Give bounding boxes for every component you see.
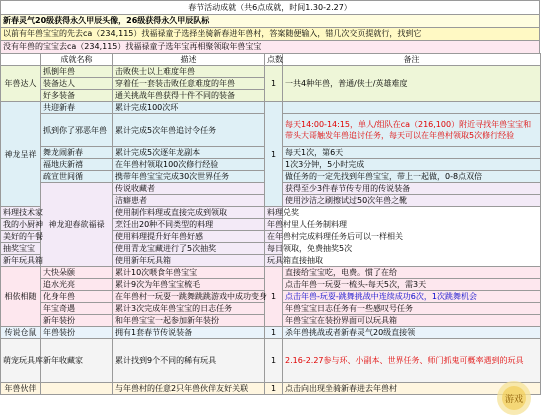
- name-cell: 抓倒年兽: [41, 66, 113, 78]
- category-cell: 神龙迎春欲福禄: [41, 183, 113, 267]
- desc-cell: 烹饪出20种不同类型的料理: [113, 219, 265, 231]
- name-cell: 舞龙闹新春: [41, 147, 113, 159]
- page-title: 春节活动成就（共6点成就，时间1.30-2.27）: [0, 0, 540, 14]
- name-cell: 福地庆新禧: [41, 159, 113, 171]
- name-cell: 年宝奇遇: [41, 303, 113, 315]
- desc-cell: 和年兽宝宝一起参加新年装扮: [113, 315, 265, 327]
- category-cell: 相依相随: [1, 267, 41, 327]
- category-cell: 神龙呈祥: [1, 102, 41, 207]
- name-cell: 传说收藏者: [113, 183, 265, 195]
- desc-cell: 击败侠士以上难度年兽: [113, 66, 265, 78]
- watermark-text: 游戏: [504, 395, 524, 405]
- points-cell: 1: [265, 66, 283, 102]
- desc-cell: 获得至少3件春节传专用的传说装备: [283, 183, 541, 195]
- note-cell: 年兽宝宝在装扮界面可以玩具箱: [283, 315, 541, 327]
- desc-cell: 累计9次为年兽宝宝梳毛: [113, 279, 265, 291]
- note-cell: 直接给宝宝吃，电费。惯了在给: [283, 267, 541, 279]
- table-row: [1, 339, 541, 383]
- note-cell: [283, 102, 541, 114]
- name-cell: 装备达人: [41, 78, 113, 90]
- points-cell: 1: [265, 383, 283, 395]
- desc-cell: 使用新年玩具箱: [113, 255, 265, 267]
- header-note: 备注: [283, 54, 541, 66]
- category-cell: 萌宠玩具库: [1, 339, 41, 383]
- name-cell: 抽奖宝宝: [1, 243, 41, 255]
- notice-line-1: 新春灵气20级获得永久甲辰头像，26级获得永久甲辰队标: [0, 14, 540, 27]
- name-cell: 抓到你了邪恶年兽: [41, 114, 113, 147]
- header-desc: 描述: [113, 54, 265, 66]
- note-cell: 每天14:00-14:15，单人/组队在ca（216,100）附近寻找年兽宝宝和带头大哥触发年兽追讨任务，每天可以在年兽村领取5次修行经验: [283, 114, 541, 147]
- desc-cell: 与年兽村的任意2只年兽伙伴友好关联: [113, 383, 265, 395]
- note-cell: 料理兑奖: [265, 207, 283, 219]
- header-name: 成就名称: [41, 54, 113, 66]
- name-cell: 年兽装扮: [41, 327, 113, 339]
- desc-cell: 携带年兽宝宝完成30次世界任务: [113, 171, 265, 183]
- desc-cell: 在年兽村领取100次修行经验: [113, 159, 265, 171]
- note-cell: 做任务的一定先找到年兽宝宝，带上一起做，0-8点双倍: [283, 171, 541, 183]
- table-row: [1, 383, 541, 395]
- name-cell: 新年玩具箱: [1, 255, 41, 267]
- name-cell: 化身年兽: [41, 291, 113, 303]
- name-cell: 追水光亮: [41, 279, 113, 291]
- name-cell: 新年收藏家: [41, 339, 113, 383]
- name-cell: 大快朵颐: [41, 267, 113, 279]
- name-cell: 美好的午餐: [1, 231, 41, 243]
- note-cell: 点击年兽-玩耍-跳舞挑战中连续成功6次，1次跳舞机会: [283, 291, 541, 303]
- points-cell: 1: [265, 102, 283, 207]
- note-cell: 在年兽村完成料理任务后可以一样相关: [265, 231, 283, 243]
- note-cell: 点击年兽一玩耍一梳头-每天5次，需3天: [283, 279, 541, 291]
- note-cell: 年兽宝宝日志任务有一些感叹号任务: [283, 303, 541, 315]
- achievement-table: [0, 53, 541, 395]
- name-cell: 我的小厨神: [1, 219, 41, 231]
- header-points: 点数: [265, 54, 283, 66]
- category-cell: 年兽伙伴: [1, 383, 41, 395]
- name-cell: [41, 383, 113, 395]
- table-row: [1, 102, 541, 114]
- desc-cell: 使用制作料理或直接完成到领取: [113, 207, 265, 219]
- desc-cell: 使用料理提升好年兽好感: [113, 231, 265, 243]
- notice-line-2: 以前有年兽宝宝的先去ca（234,115）找福禄童子选择坐骑新春进年兽村，答案随便输入，错几次交页提就行，找到它: [0, 27, 540, 40]
- points-cell: 1: [265, 267, 283, 327]
- table-row: [1, 327, 541, 339]
- site-watermark-logo: [492, 378, 536, 418]
- name-cell: 洁癖患者: [113, 195, 265, 207]
- table-row: [1, 66, 541, 78]
- name-cell: 共迎新春: [41, 102, 113, 114]
- desc-cell: 在年兽村一玩耍一跳舞跳跳游戏中成功变身: [113, 291, 265, 303]
- name-cell: 新年装扮: [41, 315, 113, 327]
- note-cell: 点击向出现坐骑新春进去年兽村: [283, 383, 541, 395]
- note-cell: 2.16-2.27参与环、小副本、世界任务、师门抓鬼可概率遇到的玩具: [283, 339, 541, 383]
- header-category: [1, 54, 41, 66]
- desc-cell: 累计完成100次环: [113, 102, 265, 114]
- category-cell: 传说仓鼠: [1, 327, 41, 339]
- points-cell: 1: [265, 339, 283, 383]
- desc-cell: 拥有1套春节传说装备: [113, 327, 265, 339]
- note-cell: 每天1次，第6天: [283, 147, 541, 159]
- desc-cell: 使用沙洁之刷擦试过50次年兽之靴: [283, 195, 541, 207]
- desc-cell: 累计找到9个不同的稀有玩具: [113, 339, 265, 383]
- desc-cell: 使用青龙宝藏进行了5次抽奖: [113, 243, 265, 255]
- note-cell: 杀年兽挑战或者新春灵气20级直接领: [283, 327, 541, 339]
- table-header: [1, 54, 541, 66]
- note-cell: 1次3分钟，5小时完成: [283, 159, 541, 171]
- name-cell: 料理技术家: [1, 207, 41, 219]
- name-cell: 好多装备: [41, 90, 113, 102]
- note-cell: 玩具箱直接抽取: [265, 255, 283, 267]
- desc-cell: 累计完成5次逐年龙副本: [113, 147, 265, 159]
- table-row: [1, 267, 541, 279]
- name-cell: 疏宣世间循: [41, 171, 113, 183]
- desc-cell: 累计完成5次年兽追讨令任务: [113, 114, 265, 147]
- note-cell: 每日领取，免费抽奖5次: [265, 243, 283, 255]
- notice-line-3: 没有年兽的宝宝去ca（234,115）找福禄童子选年宝再相聚领取年兽宝宝: [0, 40, 540, 53]
- category-cell: 年兽达人: [1, 66, 41, 102]
- desc-cell: 累计10次喂食年兽宝宝: [113, 267, 265, 279]
- desc-cell: 穿着任一套装击败任意难度的年兽: [113, 78, 265, 90]
- note-cell: 年兽村里人任务制料理: [265, 219, 283, 231]
- points-cell: 1: [265, 327, 283, 339]
- desc-cell: 通关挑战年兽获得十件不同的装备: [113, 90, 265, 102]
- desc-cell: 累计3次完成年兽宝宝的日志任务: [113, 303, 265, 315]
- note-cell: 一共4种年兽，普通/侠士/英雄难度: [283, 66, 541, 102]
